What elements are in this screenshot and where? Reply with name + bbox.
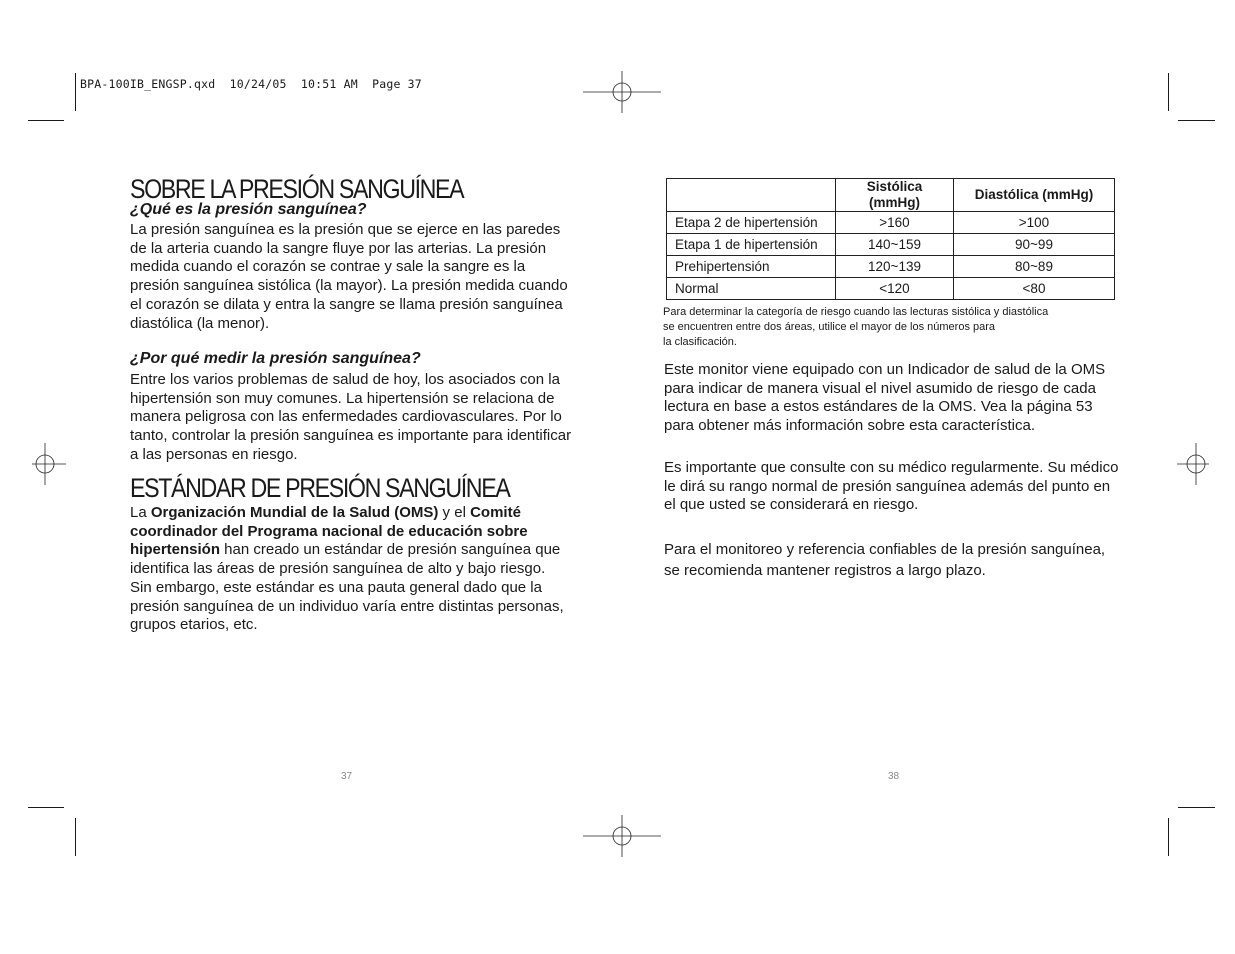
table-header-row xyxy=(667,179,1115,212)
table-cell: >100 xyxy=(954,212,1115,234)
crop-mark xyxy=(75,73,76,111)
registration-mark-icon xyxy=(6,443,66,485)
table-cell: >160 xyxy=(836,212,954,234)
table-cell: Prehipertensión xyxy=(667,256,836,278)
page-number: 38 xyxy=(888,771,900,782)
paragraph: Es importante que consulte con su médico regularmente. Su médico le dirá su rango normal de presión sanguínea además del punto en el que usted se considerará en riesgo. xyxy=(664,459,1119,514)
page-number: 37 xyxy=(341,771,353,782)
table-cell: Normal xyxy=(667,278,836,300)
table-cell: Etapa 1 de hipertensión xyxy=(667,234,836,256)
table-header: Diastólica (mmHg) xyxy=(954,179,1115,212)
table-cell: Etapa 2 de hipertensión xyxy=(667,212,836,234)
registration-mark-icon xyxy=(583,71,661,113)
table-row xyxy=(667,278,1115,300)
crop-mark xyxy=(1178,120,1215,121)
crop-mark xyxy=(1168,73,1169,111)
registration-mark-icon xyxy=(1177,443,1227,485)
table-row xyxy=(667,212,1115,234)
paragraph: Este monitor viene equipado con un Indicador de salud de la OMS para indicar de manera visual el nivel asumido de riesgo de cada lectura en base a estos estándares de la OMS. Vea la página 53 para obtener más información sobre esta característica. xyxy=(664,361,1106,435)
table-cell: 140~159 xyxy=(836,234,954,256)
subheading: ¿Qué es la presión sanguínea? xyxy=(130,201,367,218)
crop-mark xyxy=(1168,818,1169,856)
table-header: Sistólica (mmHg) xyxy=(836,179,954,212)
table-row xyxy=(667,234,1115,256)
crop-mark xyxy=(28,807,64,808)
table-cell: 80~89 xyxy=(954,256,1115,278)
subheading: ¿Por qué medir la presión sanguínea? xyxy=(130,350,421,367)
paragraph: Entre los varios problemas de salud de hoy, los asociados con la hipertensión son muy comunes. La hipertensión se relaciona de manera peligrosa con las enfermedades cardiovasculares. Por lo tanto, controlar la presión sanguínea es importante para identificar a las personas en riesgo. xyxy=(130,371,572,463)
table-cell: <80 xyxy=(954,278,1115,300)
blood-pressure-table xyxy=(666,178,1115,300)
table-header xyxy=(667,179,836,212)
file-slug: BPA-100IB_ENGSP.qxd 10/24/05 10:51 AM Page 37 xyxy=(80,77,422,91)
table-row xyxy=(667,256,1115,278)
crop-mark xyxy=(28,120,64,121)
table-footnote: Para determinar la categoría de riesgo cuando las lecturas sistólica y diastólica se encuentren entre dos áreas, utilice el mayor de los números para la clasificación. xyxy=(663,306,1049,348)
crop-mark xyxy=(75,818,76,856)
crop-mark xyxy=(1178,807,1215,808)
table-cell: 120~139 xyxy=(836,256,954,278)
section-heading: ESTÁNDAR DE PRESIÓN SANGUÍNEA xyxy=(130,473,510,503)
registration-mark-icon xyxy=(583,815,661,857)
paragraph: La presión sanguínea es la presión que se ejerce en las paredes de la arteria cuando la sangre fluye por las arterias. La presión medida cuando el corazón se contrae y sale la sangre es la presión sanguínea sistólica (la mayor). La presión medida cuando el corazón se dilata y entra la sangre se llama presión sanguínea diastólica (la menor). xyxy=(130,221,568,332)
paragraph: Para el monitoreo y referencia confiables de la presión sanguínea, se recomienda mantener registros a largo plazo. xyxy=(664,541,1106,579)
table-cell: 90~99 xyxy=(954,234,1115,256)
paragraph: La Organización Mundial de la Salud (OMS) y el Comité coordinador del Programa nacional de educación sobre hipertensión han creado un estándar de presión sanguínea que identifica las áreas de presión sanguínea de alto y bajo riesgo. Sin embargo, este estándar es una pauta general dado que la presión sanguínea de un individuo varía entre distintas personas, grupos etarios, etc. xyxy=(130,504,564,634)
section-heading: SOBRE LA PRESIÓN SANGUÍNEA xyxy=(130,174,464,204)
table-cell: <120 xyxy=(836,278,954,300)
